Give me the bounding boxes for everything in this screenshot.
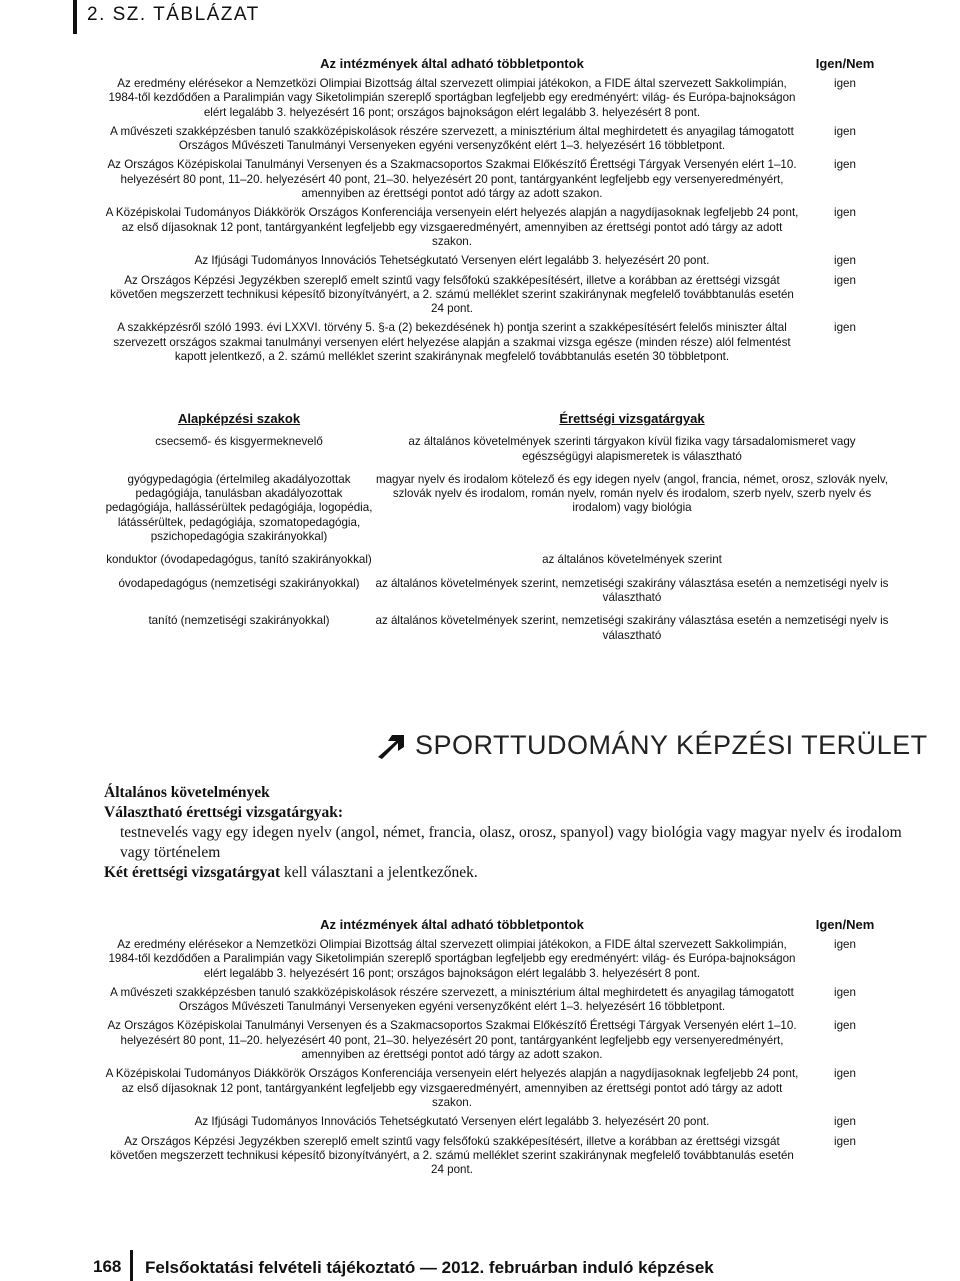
row-value: igen — [834, 77, 856, 90]
row-text: Az Országos Képzési Jegyzékben szereplő emelt szintű vagy felsőfokú szakképesítésért, illetve a korábban az érettségi vizsgát követően megszerzett technikusi képesítő bizonyítványért, a 2. számú melléklet szerint szakiránynak megfelelő továbbtanulás esetén 24 pont. — [110, 1134, 794, 1177]
table-row — [104, 77, 890, 120]
exam-subjects: az általános követelmények szerint, nemzetiségi szakirány választása esetén a nemzetiségi nyelv is választható — [375, 614, 889, 642]
row-value: igen — [834, 1134, 856, 1148]
table-row — [104, 206, 890, 249]
arrow-icon — [376, 733, 406, 759]
column-header-exam-subjects: Érettségi vizsgatárgyak — [559, 411, 705, 426]
row-text: Az Ifjúsági Tudományos Innovációs Tehetségkutató Versenyen elért legalább 3. helyezésért 20 pont. — [194, 254, 710, 268]
footer-rule — [130, 1250, 133, 1281]
subjects-row — [104, 577, 890, 606]
table-header — [104, 917, 890, 933]
table-row — [104, 158, 890, 201]
two-subjects-rest: kell választani a jelentkezőnek. — [280, 864, 478, 881]
section-title: SPORTTUDOMÁNY KÉPZÉSI TERÜLET — [415, 730, 928, 760]
column-header-points: Az intézmények által adható többletpontok — [320, 917, 584, 932]
table-row — [104, 986, 890, 1015]
subjects-row — [104, 473, 890, 544]
general-requirements — [104, 783, 904, 883]
row-value: igen — [834, 1067, 856, 1081]
program-name: óvodapedagógus (nemzetiségi szakirányokkal) — [118, 576, 360, 590]
elective-subjects-heading: Választható érettségi vizsgatárgyak: — [104, 804, 344, 821]
subjects-row — [104, 614, 890, 643]
table-header — [104, 56, 890, 72]
row-value: igen — [834, 1115, 856, 1129]
row-text: Az Országos Középiskolai Tanulmányi Versenyen és a Szakmacsoportos Szakmai Előkészítő Érettségi Tárgyak Versenyén elért 1–10. helyezésért 80 pont, 11–20. helyezésért 40 pont, 21–30. helyezésért 20 pont, tantárgyanként legfeljebb egy versenyeredményért, amennyiben az érettségi pontot adó tárgy az adott szakon. — [107, 158, 797, 201]
table-row — [104, 125, 890, 154]
bonus-points-table-1 — [104, 56, 890, 364]
row-text: A Középiskolai Tudományos Diákkörök Országos Konferenciája versenyein elért helyezés alapján a nagydíjasoknak legfeljebb 24 pont, az első díjasoknak 12 pont, tantárgyanként legfeljebb egy vizsgaeredményért, amennyiben az érettségi pontot adó tárgy az adott szakon. — [105, 1067, 799, 1109]
row-text: A művészeti szakképzésben tanuló szakközépiskolások részére szervezett, a minisztérium által meghirdetett és anyagilag támogatott Országos Művészeti Tanulmányi Versenyeken egyéni versenyzőként elért 1–3. helyezésért 16 többletpont. — [110, 124, 794, 153]
page-header-title: 2. SZ. TÁBLÁZAT — [87, 4, 260, 25]
table-row — [104, 254, 890, 268]
column-header-points: Az intézmények által adható többletpontok — [320, 56, 584, 71]
subjects-row — [104, 435, 890, 464]
row-value: igen — [834, 158, 856, 172]
row-text: Az Ifjúsági Tudományos Innovációs Tehetségkutató Versenyen elért legalább 3. helyezésért 20 pont. — [194, 1115, 710, 1129]
subjects-row — [104, 553, 890, 567]
column-header-yes-no: Igen/Nem — [815, 917, 875, 932]
subjects-table — [104, 412, 890, 643]
column-header-yes-no: Igen/Nem — [815, 56, 875, 71]
bonus-points-table-2 — [104, 917, 890, 1177]
two-subjects-bold: Két érettségi vizsgatárgyat — [104, 864, 281, 881]
exam-subjects: az általános követelmények szerinti tárgyakon kívül fizika vagy társadalomismeret vagy egészségügyi alapismeretek is választható — [408, 435, 856, 463]
exam-subjects: magyar nyelv és irodalom kötelező és egy idegen nyelv (angol, francia, német, orosz, szlovák nyelv, szlovák nyelv és irodalom, román nyelv, román nyelv és irodalom, szerb nyelv, szerb nyelv és irodalom) vagy biológia — [375, 472, 889, 515]
table-row — [104, 1135, 890, 1178]
table-row — [104, 1067, 890, 1110]
subjects-table-header — [104, 412, 890, 426]
row-value: igen — [834, 124, 856, 138]
row-text: Az Országos Képzési Jegyzékben szereplő emelt szintű vagy felsőfokú szakképesítésért, illetve a korábban az érettségi vizsgát követően megszerzett technikusi képesítő bizonyítványért, a 2. számú melléklet szerint szakiránynak megfelelő továbbtanulás esetén 24 pont. — [110, 273, 794, 316]
column-header-programs: Alapképzési szakok — [177, 411, 301, 426]
program-name: konduktor (óvodapedagógus, tanító szakirányokkal) — [106, 553, 372, 567]
exam-subjects: az általános követelmények szerint — [542, 553, 722, 567]
row-value: igen — [834, 273, 856, 287]
row-value: igen — [834, 938, 856, 951]
row-text: A Középiskolai Tudományos Diákkörök Országos Konferenciája versenyein elért helyezés alapján a nagydíjasoknak legfeljebb 24 pont, az első díjasoknak 12 pont, tantárgyanként legfeljebb egy vizsgaeredményért, amennyiben az érettségi pontot adó tárgy az adott szakon. — [105, 206, 799, 248]
program-name: tanító (nemzetiségi szakirányokkal) — [148, 614, 330, 628]
row-value: igen — [834, 985, 856, 999]
table-row — [104, 1115, 890, 1129]
program-name: csecsemő- és kisgyermeknevelő — [155, 435, 323, 449]
footer-title: Felsőoktatási felvételi tájékoztató — 2012. februárban induló képzések — [145, 1258, 714, 1277]
header-rule — [73, 0, 77, 34]
row-text: Az Országos Középiskolai Tanulmányi Versenyen és a Szakmacsoportos Szakmai Előkészítő Érettségi Tárgyak Versenyén elért 1–10. helyezésért 80 pont, 11–20. helyezésért 40 pont, 21–30. helyezésért 20 pont, tantárgyanként legfeljebb egy versenyeredményért, amennyiben az érettségi pontot adó tárgy az adott szakon. — [107, 1019, 797, 1062]
table-row — [104, 1019, 890, 1062]
exam-subjects: az általános követelmények szerint, nemzetiségi szakirány választása esetén a nemzetiségi nyelv is választható — [375, 576, 889, 604]
row-value: igen — [834, 321, 856, 335]
table-row — [104, 274, 890, 317]
program-name: gyógypedagógia (értelmileg akadályozottak pedagógiája, tanulásban akadályozottak pedagógiája, hallássérültek pedagógiája, logopédia, látássérültek, pedagógiája, szomatopedagógia, pszichopedagógia szakirányokkal) — [105, 472, 373, 544]
general-requirements-heading: Általános követelmények — [104, 784, 270, 801]
row-text: A szakképzésről szóló 1993. évi LXXVI. törvény 5. §-a (2) bekezdésének h) pontja szerint a szakképesítésért felelős miniszter által szervezett országos szakmai tanulmányi versenyen elért helyezése alapján a szakmai vizsga egésze (minden része) alól felmentést kapott jelentkező, a 2. számú melléklet szerint szakiránynak megfelelő továbbtanulás esetén 30 többletpont. — [113, 321, 791, 364]
row-text: A művészeti szakképzésben tanuló szakközépiskolások részére szervezett, a minisztérium által meghirdetett és anyagilag támogatott Országos Művészeti Tanulmányi Versenyeken egyéni versenyzőként elért 1–3. helyezésért 16 többletpont. — [110, 985, 794, 1014]
row-value: igen — [834, 206, 856, 220]
page-number: 168 — [93, 1257, 122, 1276]
row-value: igen — [834, 254, 856, 268]
table-row — [104, 321, 890, 364]
table-row — [104, 938, 890, 981]
two-subjects-note — [104, 863, 904, 883]
row-text: Az eredmény elérésekor a Nemzetközi Olimpiai Bizottság által szervezett olimpiai játékokon, a FIDE által szervezett Sakkolimpián, 1984-től kezdődően a Paralimpián vagy Siketolimpián szereplő sportágban legfeljebb egy eredményért: világ- és Európa-bajnokságon elért legalább 3. helyezésért 16 pont; országos bajnokságon elért legalább 3. helyezésért 8 pont. — [108, 77, 796, 119]
elective-subjects-text: testnevelés vagy egy idegen nyelv (angol, német, francia, olasz, orosz, spanyol) vagy biológia vagy magyar nyelv és irodalom vagy történelem — [120, 824, 902, 861]
row-text: Az eredmény elérésekor a Nemzetközi Olimpiai Bizottság által szervezett olimpiai játékokon, a FIDE által szervezett Sakkolimpián, 1984-től kezdődően a Paralimpián vagy Siketolimpián szereplő sportágban legfeljebb egy eredményért: világ- és Európa-bajnokságon elért legalább 3. helyezésért 16 pont; országos bajnokságon elért legalább 3. helyezésért 8 pont. — [108, 938, 796, 980]
row-value: igen — [834, 1019, 856, 1033]
